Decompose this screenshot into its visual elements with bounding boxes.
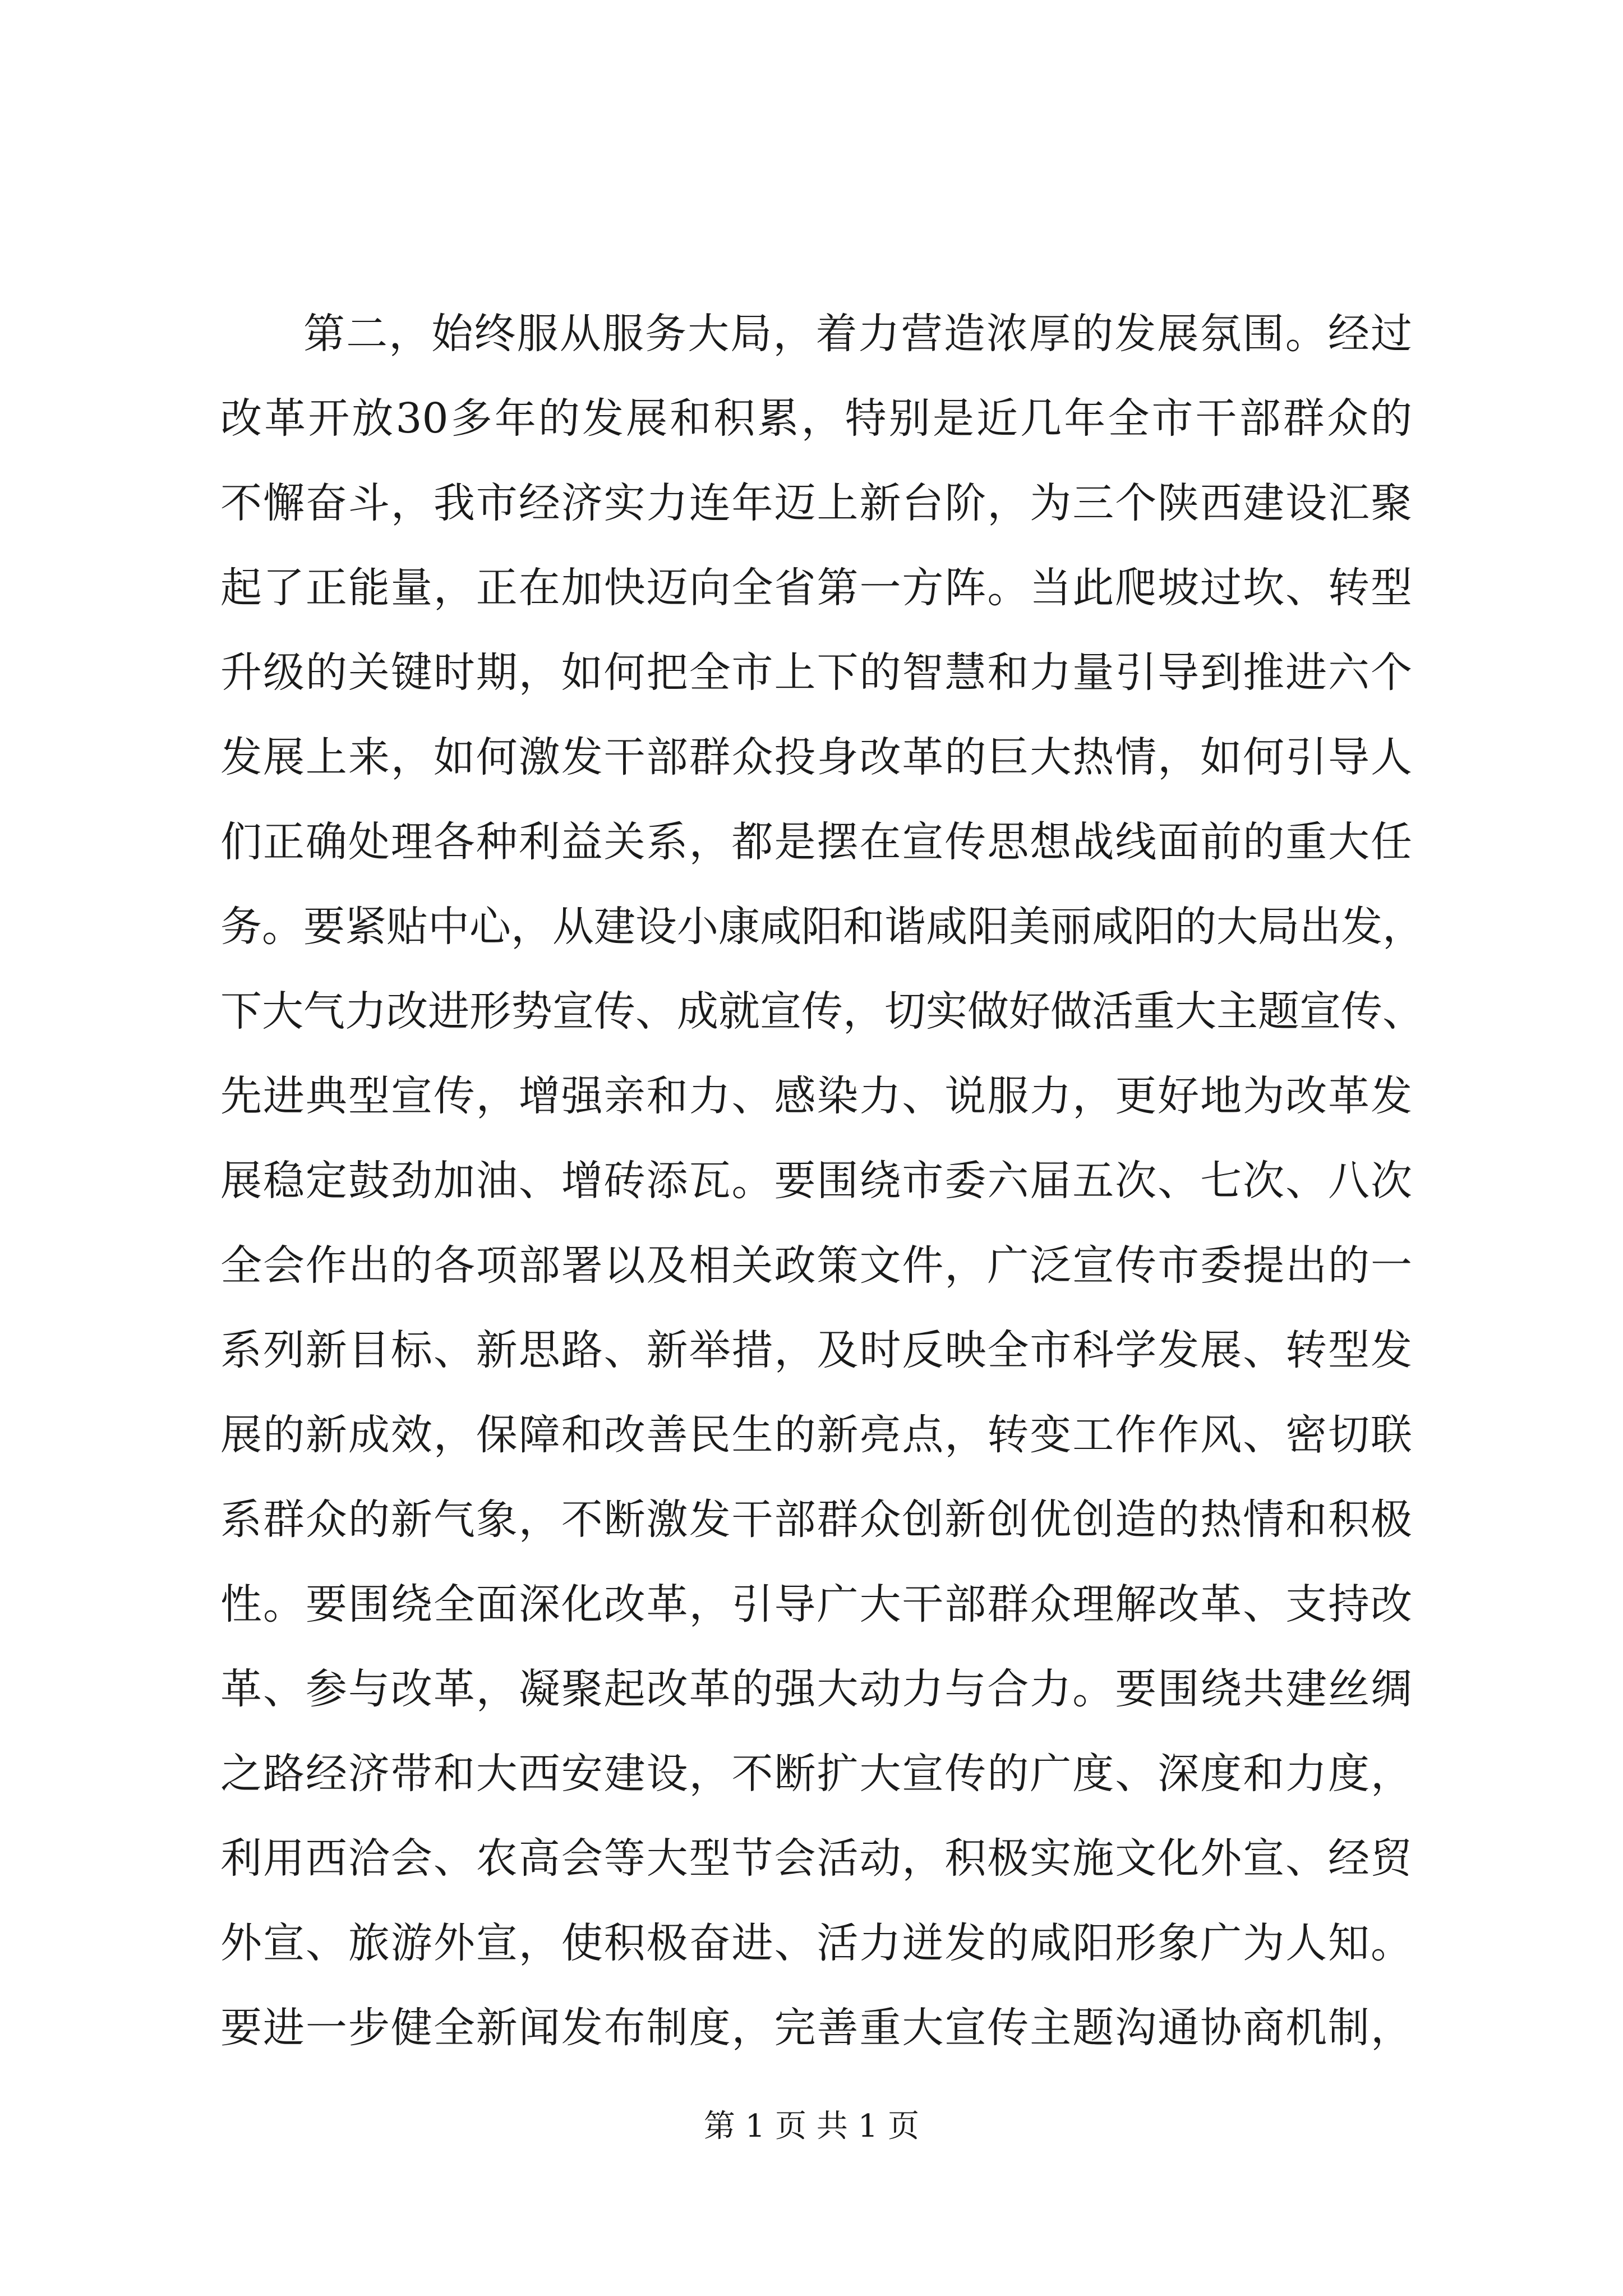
page-number-footer: 第 1 页 共 1 页 xyxy=(703,2108,920,2145)
paragraph-line: 系群众的新气象，不断激发干部群众创新创优创造的热情和积极 xyxy=(220,1496,1412,1544)
paragraph-line: 改革开放30多年的发展和积累，特别是近几年全市干部群众的 xyxy=(220,394,1412,443)
paragraph-line: 不懈奋斗，我市经济实力连年迈上新台阶，为三个陕西建设汇聚 xyxy=(220,479,1412,527)
paragraph-line: 革、参与改革，凝聚起改革的强大动力与合力。要围绕共建丝绸 xyxy=(220,1665,1412,1713)
paragraph-line: 下大气力改进形势宣传、成就宣传，切实做好做活重大主题宣传、 xyxy=(220,987,1424,1036)
paragraph-line: 起了正能量，正在加快迈向全省第一方阵。当此爬坡过坎、转型 xyxy=(220,564,1412,612)
paragraph-line: 之路经济带和大西安建设，不断扩大宣传的广度、深度和力度， xyxy=(220,1750,1412,1798)
paragraph-line: 们正确处理各种利益关系，都是摆在宣传思想战线面前的重大任 xyxy=(220,818,1412,866)
paragraph-line: 性。要围绕全面深化改革，引导广大干部群众理解改革、支持改 xyxy=(220,1580,1412,1628)
paragraph-line: 发展上来，如何激发干部群众投身改革的巨大热情，如何引导人 xyxy=(220,733,1412,781)
paragraph-line: 全会作出的各项部署以及相关政策文件，广泛宣传市委提出的一 xyxy=(220,1241,1412,1290)
paragraph-line: 要进一步健全新闻发布制度，完善重大宣传主题沟通协商机制， xyxy=(220,2004,1412,2052)
paragraph-line: 系列新目标、新思路、新举措，及时反映全市科学发展、转型发 xyxy=(220,1326,1412,1374)
paragraph-line: 务。要紧贴中心，从建设小康咸阳和谐咸阳美丽咸阳的大局出发， xyxy=(220,903,1424,951)
paragraph-line: 展的新成效，保障和改善民生的新亮点，转变工作作风、密切联 xyxy=(220,1411,1412,1459)
paragraph-line: 第二，始终服从服务大局，着力营造浓厚的发展氛围。经过 xyxy=(303,310,1412,358)
paragraph-line: 先进典型宣传，增强亲和力、感染力、说服力，更好地为改革发 xyxy=(220,1072,1412,1120)
paragraph-line: 展稳定鼓劲加油、增砖添瓦。要围绕市委六届五次、七次、八次 xyxy=(220,1157,1412,1205)
body-paragraph xyxy=(220,292,1424,2070)
paragraph-line: 升级的关键时期，如何把全市上下的智慧和力量引导到推进六个 xyxy=(220,648,1412,697)
paragraph-line: 外宣、旅游外宣，使积极奋进、活力迸发的咸阳形象广为人知。 xyxy=(220,1919,1412,1967)
paragraph-line: 利用西洽会、农高会等大型节会活动，积极实施文化外宣、经贸 xyxy=(220,1834,1412,1883)
